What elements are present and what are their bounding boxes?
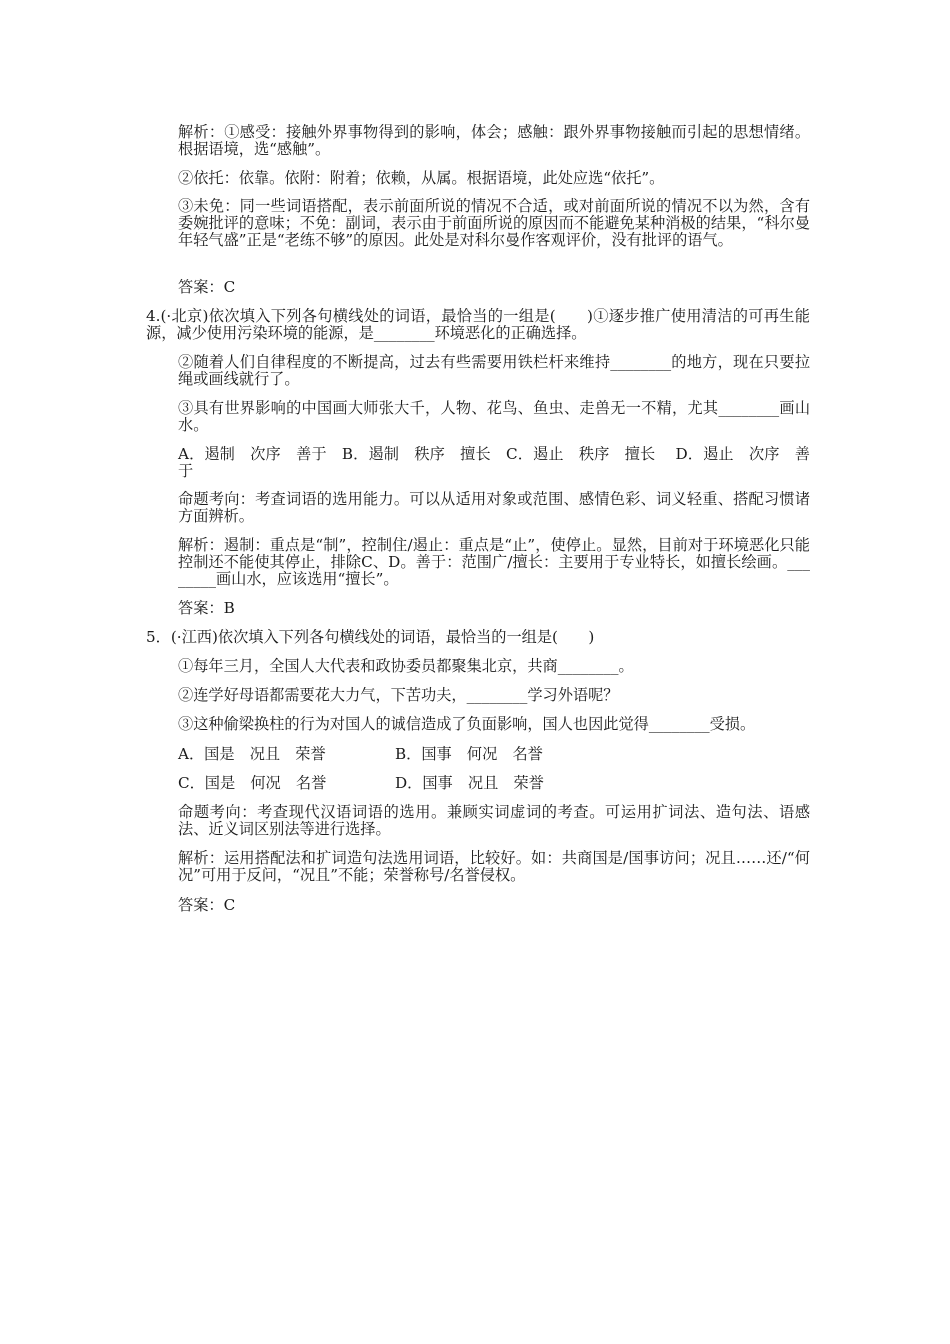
q5-option-a: A．国是 况且 荣誉 [178,745,326,763]
q4-sentence-3: ③具有世界影响的中国画大师张大千，人物、花鸟、鱼虫、走兽无一不精，尤其________画山水。 [178,399,810,434]
q5-sentence-1: ①每年三月，全国人大代表和政协委员都聚集北京，共商________。 [178,657,634,675]
q5-option-c: C．国是 何况 名誉 [178,774,327,792]
q5-analysis: 解析：运用搭配法和扩词造句法选用词语，比较好。如：共商国是/国事访问；况且……还/“何况”可用于反问，“况且”不能；荣誉称号/名誉侵权。 [178,849,810,884]
q5-option-b: B．国事 何况 名誉 [395,745,543,763]
q3-answer: 答案：C [178,278,236,296]
q3-analysis-1: 解析：①感受：接触外界事物得到的影响，体会；感触：跟外界事物接触而引起的思想情绪。根据语境，选“感触”。 [178,123,810,158]
q3-analysis-3: ③未免：同一些词语搭配，表示前面所说的情况不合适，或对前面所说的情况不以为然，含有委婉批评的意味；不免：副词，表示由于前面所说的原因而不能避免某种消极的结果，“科尔曼年轻气盛”正是“老练不够”的原因。此处是对科尔曼作客观评价，没有批评的语气。 [178,197,810,249]
q3-analysis-2: ②依托：依靠。依附：附着；依赖，从属。根据语境，此处应选“依托”。 [178,169,665,187]
q4-options: A．遏制 次序 善于 B．遏制 秩序 擅长 C．遏止 秩序 擅长 D．遏止 次序 善于 [178,445,810,480]
q5-option-d: D．国事 况且 荣誉 [395,774,544,792]
q4-analysis: 解析：遏制：重点是“制”，控制住/遏止：重点是“止”，使停止。显然，目前对于环境恶化只能控制还不能使其停止，排除C、D。善于：范围广/擅长：主要用于专业特长，如擅长绘画。________画山水，应该选用“擅长”。 [178,536,810,588]
q5-sentence-2: ②连学好母语都需要花大力气，下苦功夫，________学习外语呢？ [178,686,619,704]
q5-intent: 命题考向：考查现代汉语词语的选用。兼顾实词虚词的考查。可运用扩词法、造句法、语感法、近义词区别法等进行选择。 [178,803,810,838]
q4-answer: 答案：B [178,599,235,617]
q5-stem: 5．(·江西)依次填入下列各句横线处的词语，最恰当的一组是( ) [146,628,595,646]
q4-sentence-2: ②随着人们自律程度的不断提高，过去有些需要用铁栏杆来维持________的地方，现在只要拉绳或画线就行了。 [178,353,810,388]
q5-answer: 答案：C [178,896,236,914]
q4-intent: 命题考向：考查词语的选用能力。可以从适用对象或范围、感情色彩、词义轻重、搭配习惯诸方面辨析。 [178,490,810,525]
q4-stem: 4.(·北京)依次填入下列各句横线处的词语，最恰当的一组是( )①逐步推广使用清洁的可再生能源，减少使用污染环境的能源，是________环境恶化的正确选择。 [146,307,810,342]
q5-sentence-3: ③这种偷梁换柱的行为对国人的诚信造成了负面影响，国人也因此觉得________受损。 [178,715,756,733]
